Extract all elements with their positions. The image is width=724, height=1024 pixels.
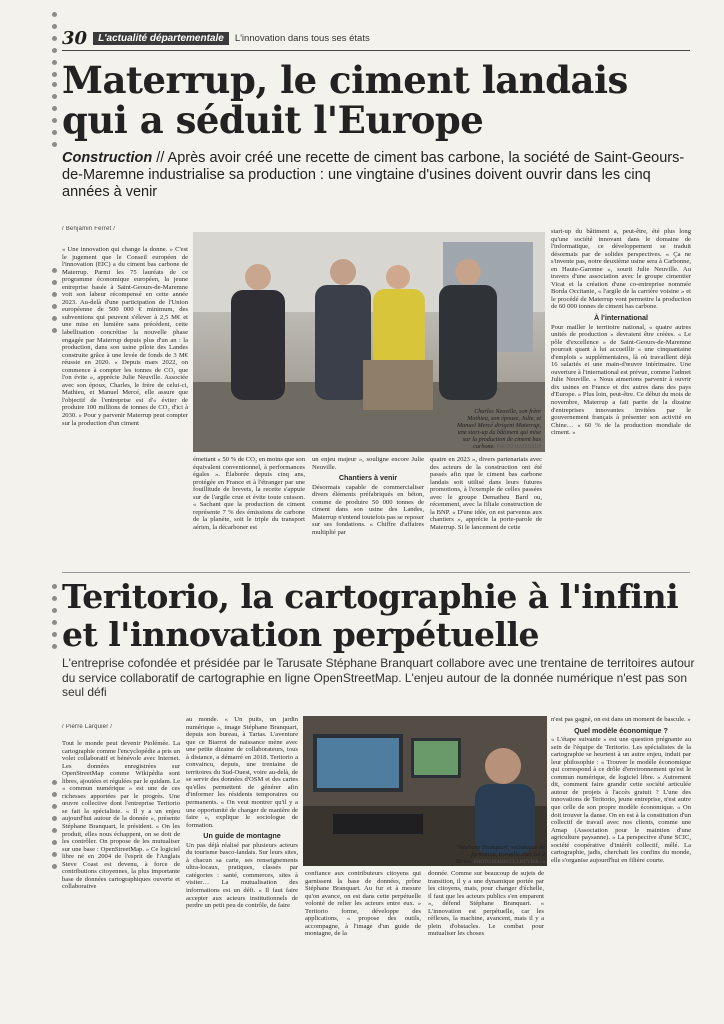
page-number: 30 — [62, 27, 88, 49]
article1-lead-text: // Après avoir créé une recette de ciment bas carbone, la société de Saint-Geours-de-Maremne industrialise sa production : une vingtaine d'usines doivent ouvrir dans les cinq années à venir — [62, 150, 685, 200]
article2-column-5 — [551, 716, 691, 1006]
article1-column-5 — [551, 228, 691, 568]
article1-column-1 — [62, 246, 188, 556]
article2-col2b-text: Un pas déjà réalisé par plusieurs acteurs du tourisme basco-landais. Sur leurs sites, à chacun sa carte, ses renseignements ultra-locaux, pratiques, classés par catégories : santé, commerces, sites à visiter… La mutualisation des informations est un défi. « Il faut faire accepter aux acteurs institutionnels de perdre un petit peu de contrôle, de faire — [186, 841, 298, 910]
article1-byline: / Benjamin Ferret / — [62, 226, 116, 232]
article2-subhead-guide: Un guide de montagne — [203, 831, 281, 841]
decorative-dots-top — [52, 12, 58, 84]
article1-column-4 — [430, 456, 542, 568]
article1-subhead-chantiers: Chantiers à venir — [338, 473, 398, 483]
article1-photo-credit: PHOTO MATERRUP — [496, 445, 541, 450]
article1-col5-text: start-up du bâtiment a, peut-être, été plus long qu'une société innovant dans le domaine de l'informatique, ce développement se traduit désormais par de solides perspectives. « Ça ne s'invente pas, notre deuxième usine sera à Carbonne, en Haute-Garonne », sourit Julie Neuville. Au travers d'une association avec le groupe cimentier Vicat et la création d'une co-entreprise nommée Borda Occitanie, « l'argile de la carrière voisine » et le procédé de Materrup vont permettre la production de 60 000 tonnes de ciment bas carbone. — [551, 228, 691, 311]
article1-col1-text: « Une innovation qui change la donne. » C'est le jugement que le Conseil européen de l'innovation (EIC) a du ciment bas carbone de Materrup. Parmi les 75 lauréats de ce programme économique européen, la jeune entreprise basée à Saint-Geours-de-Maremne voit son labeur récompensé en cette année 2023. Au-delà d'une participation de l'Union européenne de 500 000 € minimum, des subventions qui peuvent s'élever à 2,5 M€ et une mise en lumière sans précédent, cette labellisation concrétise la nouvelle phase engagée par Materrup depuis plus d'un an : la production, dans son usine pilote des Landes construite grâce à une levée de fonds de 3 M€ réussie en 2020. « Depuis mars 2022, on commence à compter les tonnes de CO₂ que l'on évite », apprécie Julie Neuville. Associée avec son époux, Charles, le frère de celui-ci, Mathieu, et Manuel Mercé, elle assure que l'objectif de l'entreprise est d'« éviter de produire 100 millions de tonnes de CO₂ d'ici à 2030. » Pour y parvenir Materrup peut compter sur la production d'un ciment — [62, 246, 188, 427]
article2-col5-top: n'est pas gagné, on est dans un moment de bascule. » — [551, 716, 691, 723]
article1-column-2 — [193, 456, 305, 568]
article2-photo — [303, 716, 547, 866]
article2-col1-text: Tout le monde peut devenir Ptolémée. La cartographie comme l'encyclopédie a pris un volet collaboratif et bénévole avec Internet. Les données enregistrées sur OpenStreetMap comme Wikipédia sont libres, ajoutées et régulées par le quidam. Le « commun numérique » est une de ces richesses apportées par le progrès. Une œuvre collective dont l'entreprise Teritorio se fait la spécialiste. « Il y a un enjeu aujourd'hui autour de la donnée », présente Stéphane Branquart, le président. « On les produit, elles nous échappent, on se doit de les contrôler. On propose de les mutualiser sur une base : OpenStreetMap. » Ce logiciel libre né en 2004 de l'esprit de l'Anglais Steve Coast est devenu, à force de contributions citoyennes, la plus importante base de données cartographiques ouverte et collaborative — [62, 740, 180, 891]
article1-byline-box — [62, 226, 188, 248]
article1-col3-text: Désormais capable de commercialiser divers éléments préfabriqués en béton, comme de produire 50 000 tonnes de ciment dans son usine des Landes, Materrup n'entend toutefois pas se reposer sur ses fondations. « Chiffre d'affaires multiplié par — [312, 483, 424, 536]
article2-column-1 — [62, 740, 180, 1000]
decorative-dots-mid — [52, 268, 58, 340]
article1-col5b-text: Pour mailler le territoire national, « quatre autres unités de production » devraient être créées. « Le pôle d'excellence » de Saint-Geours-de-Maremne pourrait quant à lui accueillir « une cinquantaine d'emplois » supplémentaires, là où travaillent déjà 16 salariés et une main-d'œuvre intérimaire. Une ouverture à l'international est prévue, comme l'admet Julie Neuville. « Nous aimerions parvenir à ouvrir dix usines en France et dix autres dans des pays d'Europe. » Plus loin, peut-être. Ce début du mois de novembre, Materrup a fait partie de la dizaine d'entreprises innovantes invitées par le gouvernement français à présenter son activité en Chine… « 60 % de la production mondiale de ciment. » — [551, 323, 691, 437]
article2-col3-text: confiance aux contributeurs citoyens qui garnissent la base de données, prône Stéphane Branquart. Au fur et à mesure qu'on avance, on est dans cette perpétuelle volonté de relier les acteurs entre eux. » Teritorio forme, développe des applications, « propose des outils, accompagne, à l'image d'un guide de montagne, de la — [305, 870, 421, 938]
article2-caption: Stéphane Branquart, sociologue de formation, travaille chez lui à Tartas. — [455, 844, 545, 865]
article1-col4-text: quatre en 2023 », divers partenariats avec des acteurs de la construction ont été passés afin que le ciment bas carbone landais soit utilisé dans leurs futures promotions, à l'exemple de celles passées avec le groupe Dematheu Bard ou, récemment, avec la filiale construction de la BNP. « D'une idée, on est parvenus aux chantiers », apprécie la porte-parole de Materrup. Si le lancement de cette — [430, 456, 542, 531]
section-subtitle: L'innovation dans tous ses états — [234, 32, 370, 44]
article1-kicker: Construction — [62, 150, 153, 166]
article1-photo — [193, 232, 545, 452]
article1-title: Materrup, le ciment landais qui a séduit l'Europe — [62, 58, 628, 142]
header-rule — [62, 50, 690, 51]
decorative-dots-title1 — [52, 82, 58, 154]
article2-column-4 — [428, 870, 544, 1006]
article1-subhead-international: À l'international — [593, 313, 649, 323]
article2-byline: / Pierre Larquier / — [62, 724, 113, 730]
article2-caption-box — [453, 844, 545, 866]
article1-lead — [62, 150, 692, 201]
article1-column-3 — [312, 456, 424, 568]
article2-col5-text: « L'étape suivante » est une question prégnante au sein de l'équipe de Teritorio. Les spécialistes de la cartographie se heurtent à un autre enjeu, induit par leur philosophie : « Trouver le modèle économique qui correspond à ce drôle d'environnement qu'est le commun numérique, de logiciel libre. » Autrement dit, comment faire grandir cette société articulée autour de projets à l'accès gratuit ? L'une des innovations de Teritorio, jeune entreprise, n'est autre que celle de son propre modèle économique. « On doit trouver la danse. On en est à la constitution d'un collectif de travail avec nos clients, comme une Amap (Association pour le maintien d'une agriculture paysanne). » La perspective d'une SCIC, société coopérative d'intérêt collectif, mêlé. La cartographie, jadis, cherchait les confins du monde, elle s'organise aujourd'hui en filière courte. — [551, 736, 691, 864]
article2-byline-box — [62, 724, 180, 738]
decorative-dots-title2 — [52, 584, 58, 656]
article1-caption: Charles Neuville, son frère Mathieu, son épouse, Julie, et Manuel Mercé dirigent Materrup, une start-up du bâtiment qui mise sur la production de ciment bas carbone. — [457, 408, 541, 450]
article2-photo-credit: PHOTO ISABELLE LOUVIER / « — [473, 860, 545, 865]
article2-lead: L'entreprise cofondée et présidée par le Tarusate Stéphane Branquart collabore avec une trentaine de territoires autour du service collaboratif de cartographie en ligne OpenStreetMap. L'enjeu autour de la donnée numérique n'est pas son seul défi — [62, 656, 695, 699]
page-header — [62, 28, 690, 48]
section-rubric: L'actualité départementale — [93, 32, 229, 45]
article2-subhead-modele: Quel modèle économique ? — [574, 725, 668, 735]
article2-column-2 — [186, 716, 298, 1006]
decorative-dots-bottom — [52, 780, 58, 876]
article2-col2-text: au monde. « Un puits, un jardin numérique », image Stéphane Branquart, depuis son bureau, à Tartas. L'aventure que ce Biarrot de naissance mène avec une petite dizaine de collaborateurs, tous à distance, a démarré en 2018. Teritorio a convaincu, depuis, une trentaine de territoires du Sud-Ouest, voire au-delà, de se servir des données d'OSM et des cartes qu'elles permettent de générer afin d'informer les résidents temporaires ou permanents. « On veut montrer qu'il y a une opportunité de changer de manière de faire », explique le sociologue de formation. — [186, 716, 298, 829]
article2-title: Teritorio, la cartographie à l'infini et l'innovation perpétuelle — [62, 577, 679, 654]
article1-caption-box — [451, 408, 541, 451]
article-separator — [62, 572, 690, 573]
article2-column-3 — [305, 870, 421, 1006]
article1-col3-top: un enjeu majeur », souligne encore Julie Neuville. — [312, 456, 424, 471]
article1-col2-text: émettant « 50 % de CO₂ en moins que son équivalent conventionnel, à performances égales ». Élaborée depuis cinq ans, protégée en France et à l'étranger par une fouillitude de brevets, la recette s'appuie sur de l'argile crue et évite toute cuisson. « Sachant que la production de ciment représente 7 % des émissions de carbone de la planète, soit le triple du transport aérien, la décarboner est — [193, 456, 305, 531]
article2-col4-text: donnée. Comme sur beaucoup de sujets de transition, il y a une dynamique portée par les citoyens, mais, pour changer d'échelle, il faut que les acteurs publics s'en emparent », défend Stéphane Branquart. « L'innovation est perpétuelle, car les réflexes, la machine, avancent, mais il y a plein d'obstacles. Le combat pour mutualiser les choses — [428, 870, 544, 938]
